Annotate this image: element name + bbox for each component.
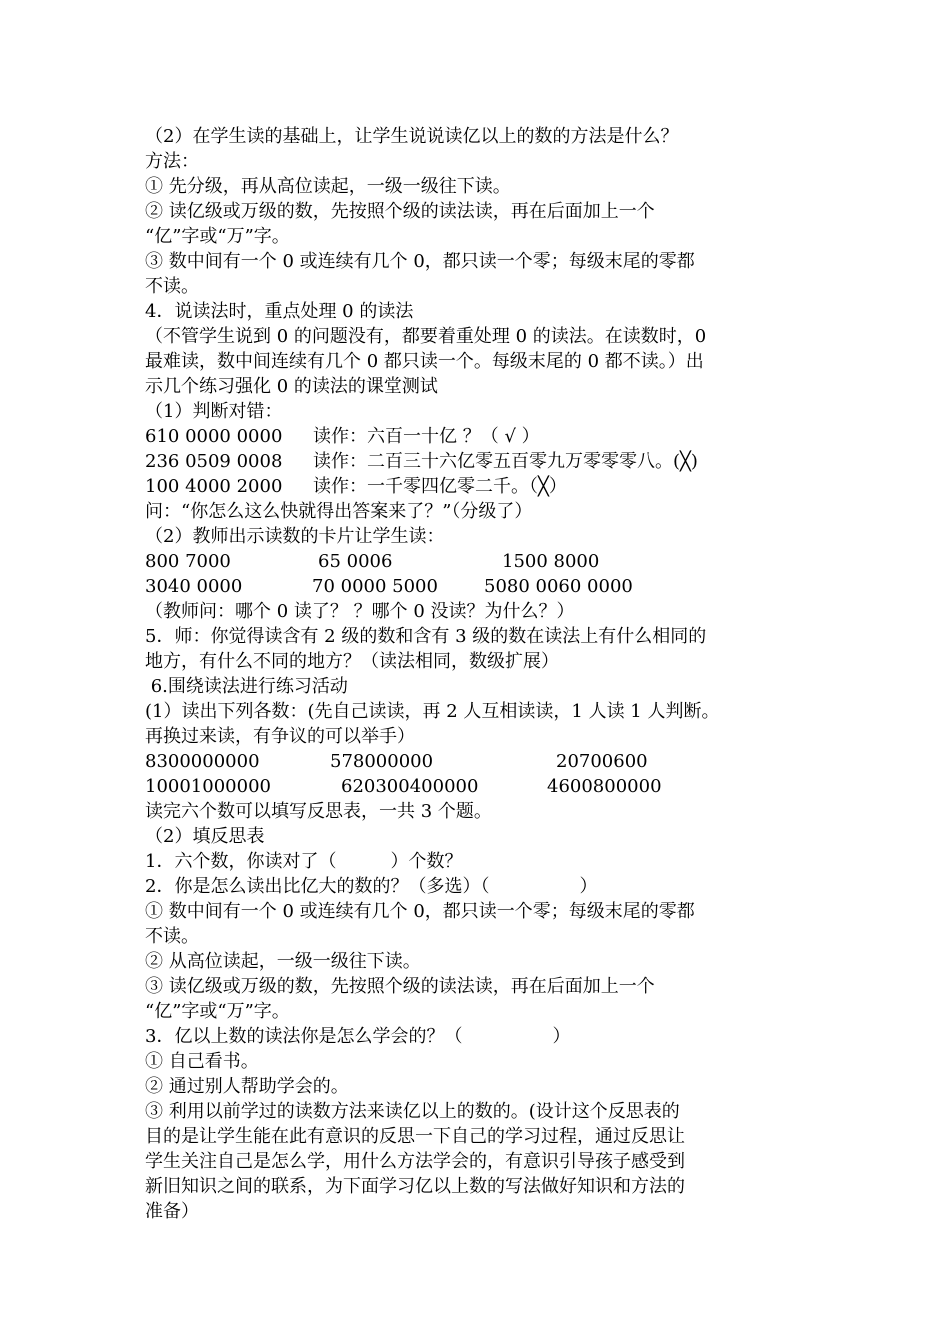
judge-reading: 读作：一千零四亿零二千。（╳） <box>313 476 567 497</box>
text-line: 不读。 <box>145 926 199 947</box>
text-line: “亿”字或“万”字。 <box>145 1001 290 1022</box>
text-line: ③ 数中间有一个 0 或连续有几个 0，都只读一个零；每级末尾的零都 <box>145 251 695 272</box>
text-line: 学生关注自己是怎么学，用什么方法学会的，有意识引导孩子感受到 <box>145 1151 685 1172</box>
card-number: 800 7000 <box>145 551 231 572</box>
card-number: 65 0006 <box>318 551 393 572</box>
text-line: （2）在学生读的基础上，让学生说说读亿以上的数的方法是什么？ <box>145 126 679 147</box>
judge-reading: 读作：六百一十亿 ？（ √ ） <box>313 426 540 447</box>
practice-number: 620300400000 <box>341 776 479 797</box>
text-line: 再换过来读，有争议的可以举手） <box>145 726 415 747</box>
practice-number: 4600800000 <box>547 776 662 797</box>
judge-reading: 读作：二百三十六亿零五百零九万零零零八。(╳) <box>313 451 698 472</box>
text-line: 4．说读法时，重点处理 0 的读法 <box>145 301 414 322</box>
number-row <box>145 749 810 774</box>
card-number: 3040 0000 <box>145 576 243 597</box>
card-number: 5080 0060 0000 <box>484 576 633 597</box>
text-line: 1．六个数，你读对了（ ）个数？ <box>145 851 463 872</box>
text-line: 准备） <box>145 1201 199 1222</box>
text-line: ① 数中间有一个 0 或连续有几个 0，都只读一个零；每级末尾的零都 <box>145 901 695 922</box>
judge-row <box>145 474 810 499</box>
text-line: （2）教师出示读数的卡片让学生读： <box>145 526 445 547</box>
text-line: ③ 利用以前学过的读数方法来读亿以上的数的。(设计这个反思表的 <box>145 1101 680 1122</box>
card-number: 70 0000 5000 <box>312 576 438 597</box>
judge-number: 100 4000 2000 <box>145 476 283 497</box>
text-line: （不管学生说到 0 的问题没有，都要着重处理 0 的读法。在读数时，0 <box>145 326 707 347</box>
judge-number: 236 0509 0008 <box>145 451 283 472</box>
text-line: ① 自己看书。 <box>145 1051 259 1072</box>
text-line: 2．你是怎么读出比亿大的数的？（多选）（ ） <box>145 876 598 897</box>
text-line: 3．亿以上数的读法你是怎么学会的？（ ） <box>145 1026 571 1047</box>
text-line: ③ 读亿级或万级的数，先按照个级的读法读，再在后面加上一个 <box>145 976 655 997</box>
text-line: ① 先分级，再从高位读起，一级一级往下读。 <box>145 176 511 197</box>
text-line: 目的是让学生能在此有意识的反思一下自己的学习过程，通过反思让 <box>145 1126 685 1147</box>
practice-number: 578000000 <box>330 751 434 772</box>
text-line: （1）判断对错： <box>145 401 283 422</box>
text-line: 不读。 <box>145 276 199 297</box>
number-row <box>145 774 810 799</box>
text-line: (1）读出下列各数：(先自己读读，再 2 人互相读读，1 人读 1 人判断。 <box>145 701 720 722</box>
text-line: “亿”字或“万”字。 <box>145 226 290 247</box>
document-body <box>145 124 810 1224</box>
text-line: 读完六个数可以填写反思表，一共 3 个题。 <box>145 801 492 822</box>
text-line: 5．师：你觉得读含有 2 级的数和含有 3 级的数在读法上有什么相同的 <box>145 626 707 647</box>
text-line: 问：“你怎么这么快就得出答案来了？”（分级了） <box>145 501 533 522</box>
text-line: ② 从高位读起，一级一级往下读。 <box>145 951 421 972</box>
practice-number: 8300000000 <box>145 751 260 772</box>
text-line: 新旧知识之间的联系，为下面学习亿以上数的写法做好知识和方法的 <box>145 1176 685 1197</box>
judge-row <box>145 424 810 449</box>
practice-number: 10001000000 <box>145 776 271 797</box>
practice-number: 20700600 <box>556 751 648 772</box>
text-line: 方法： <box>145 151 199 172</box>
text-line: （教师问：哪个 0 读了？ ？哪个 0 没读？为什么？） <box>145 601 575 622</box>
card-row <box>145 549 810 574</box>
text-line: （2）填反思表 <box>145 826 265 847</box>
judge-row <box>145 449 810 474</box>
text-line: 最难读，数中间连续有几个 0 都只读一个。每级末尾的 0 都不读。）出 <box>145 351 704 372</box>
text-line: 6.围绕读法进行练习活动 <box>145 676 348 697</box>
text-line: ② 通过别人帮助学会的。 <box>145 1076 349 1097</box>
text-line: 示几个练习强化 0 的读法的课堂测试 <box>145 376 438 397</box>
card-row <box>145 574 810 599</box>
text-line: ② 读亿级或万级的数，先按照个级的读法读，再在后面加上一个 <box>145 201 655 222</box>
card-number: 1500 8000 <box>502 551 600 572</box>
judge-number: 610 0000 0000 <box>145 426 283 447</box>
text-line: 地方，有什么不同的地方？（读法相同，数级扩展） <box>145 651 559 672</box>
